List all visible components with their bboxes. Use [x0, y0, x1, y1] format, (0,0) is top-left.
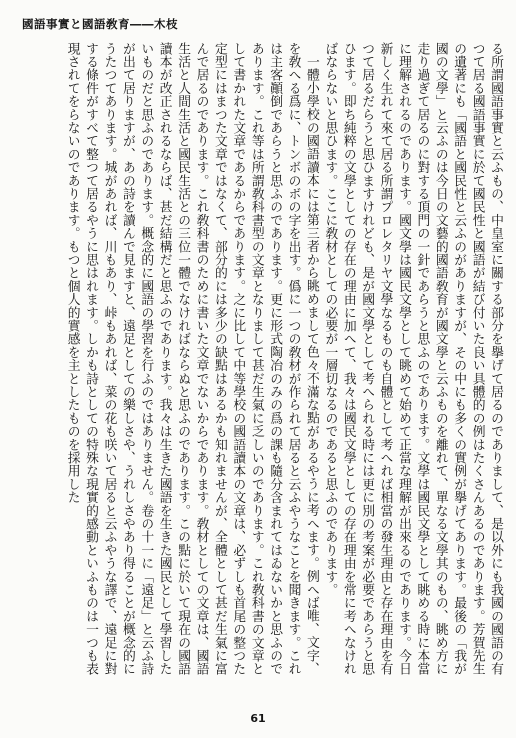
- page-number: 61: [250, 712, 266, 725]
- paragraph-textbook-critique: 一體小學校の國語讀本には第三者から眺めまして色々不滿な點があるやうに考へます。例へば唯、文字、を敎へる爲に、トンボのボの字を出す。僞に一つの敎材が作られて居ると云ふやうなことを聞きます。これは主客顚倒であらうと思ふのであります。更に形式陶冶のみの爲の課も隨分含まれてはゐないかと思ふのであります。これ等は所謂敎科書型の文章となりまして甚だ生氣に乏しいのであります。これ敎科書の文章として書かれた文章であるからであります。之に比して中等學校の國語讀本の文章は、必ずしも首尾の整つた定型にはまつた文章ではなくて、部分的には多少の缺點はあるかも知れませんが、全體として甚だ生氣に富んで居るのであります。これ敎科書のために書いた文章でないからであります。敎材としての文章は、國語生活と人間生活と國民生活との三位一體でなければならぬと思ふのであります。この點に於いて現在の國語讀本が改正されるならば、甚だ結構だと思ふのであります。我々は生きた國語を生きた國民として學習したいものだと思ふのであります。概念的に國語の學習を行ふのではありません。卷の十一に「遠足」と云ふ詩が出て居りますが、あの詩を讀んで見ますと、遠足としての樂しさや、うれしさやあり得ることが概念的にうたつてあります。城があれば、川もあり、峠もあれば、菜の花も咲いて居ると云ふやうな譯で、遠足に對する條件がすべて整つて居るやうに思はれます。しかも詩としての特殊な現實的感動といふものは一つも表現されてをらないのであります。もつと個人的實感を主としたものを採用した: [64, 42, 319, 676]
- vertical-body-text: [14, 42, 504, 687]
- running-header: 國語事實と國語敎育――木枝: [22, 17, 178, 31]
- paragraph-continued: る所謂國語事實と云ふもの、中皇室に關する部分を擧げて居るのでありまして、是以外にも我國の國語の有つて居る國語事實に於て國民性と國語が結び付いた良い具體的の例はたくさんあるのであります。芳賀先生の遺著にも「國語と國民性と云ふのがありますが、その中にも多くの實例が擧げてあります。最後の「我が國の文學」と云ふのは今日の文藝的國語敎育が國文學と云ふものを離れて、單なる文學其のもの、眺め方に走り過ぎて居るのに對する頂門の一針であらうと思ふのであります。文學は國民文學として眺める時に本當に理解されるのであります。國文學は國民文學として眺めて始めて正當な理解が出來るのであります。今日新しく生れて來て居る所謂プロレタリヤ文學なるものも自體として考へれば相當の發生理由と存在理由を有つて居るだらうと思ひますけれども、是が國文學として考へられる時には更に別の考案が必要であらうと思ひます。即ち純粹の文學としての存在の理由に加へて、我々は國民文學としての存在理由を常に考へなければならないと思ひます。ここに敎材としての必要が一層切なるのであると思ふのであります。: [322, 42, 503, 676]
